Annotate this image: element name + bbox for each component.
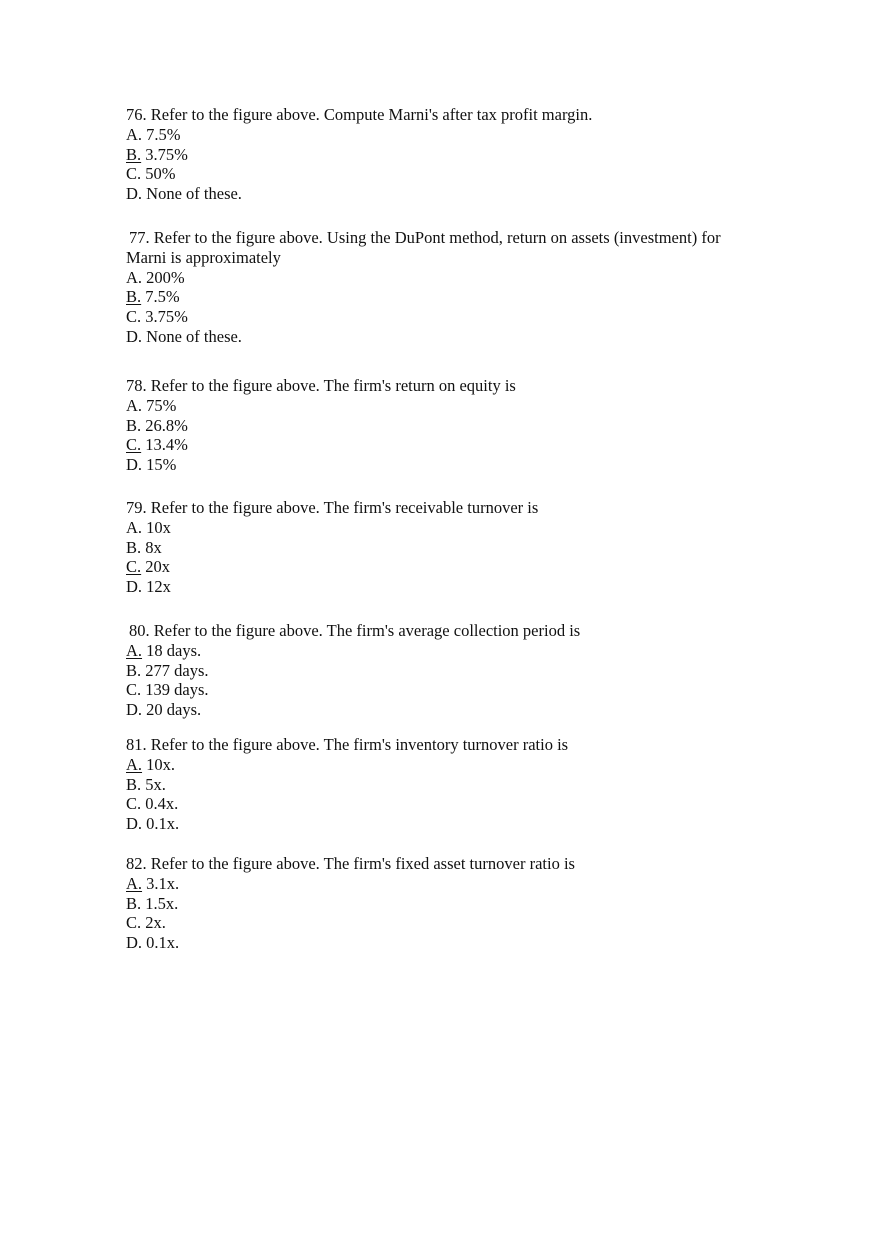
option-d [126,700,766,720]
option-c [126,557,766,577]
option-d [126,455,766,475]
option-b [126,416,766,436]
option-text: 3.75% [141,144,188,164]
option-a [126,874,766,894]
option-letter: A. [126,267,143,287]
option-text: 50% [141,164,176,184]
option-a [126,755,766,775]
option-letter: B. [126,415,142,435]
option-d [126,814,766,834]
option-b [126,775,766,795]
question-78 [126,376,766,475]
option-letter: B. [126,660,142,680]
option-letter: C. [126,307,142,327]
question-81 [126,735,766,834]
option-text: 20x [141,557,171,577]
option-text: 200% [142,267,185,287]
option-c [126,164,766,184]
option-a [126,396,766,416]
option-letter: B. [126,774,142,794]
option-letter: D. [126,184,143,204]
option-letter: A. [126,124,143,144]
option-text: 26.8% [141,415,188,435]
option-letter: D. [126,814,143,834]
option-b [126,661,766,681]
option-c [126,307,766,327]
option-text: 7.5% [142,124,181,144]
option-letter: A. [126,517,143,537]
option-letter: D. [126,700,143,720]
option-c [126,794,766,814]
option-text: 13.4% [141,435,188,455]
option-b [126,894,766,914]
option-d [126,184,766,204]
question-80 [126,621,766,720]
option-text: 3.75% [141,307,188,327]
option-text: 0.1x. [142,933,180,953]
question-stem: 76. Refer to the figure above. Compute Marni's after tax profit margin. [126,105,593,124]
option-text: 0.4x. [141,794,179,814]
option-letter-correct: A. [126,754,143,774]
option-text: 10x [142,517,171,537]
option-letter: C. [126,913,142,933]
option-letter-correct: A. [126,640,143,660]
option-letter: B. [126,893,142,913]
option-letter: D. [126,577,143,597]
option-a [126,125,766,145]
option-letter: B. [126,537,142,557]
option-letter: C. [126,794,142,814]
option-d [126,577,766,597]
option-d [126,327,766,347]
question-82 [126,854,766,953]
option-text: 15% [142,455,177,475]
question-stem: 78. Refer to the figure above. The firm's return on equity is [126,376,516,395]
option-text: 75% [142,395,177,415]
question-stem: 79. Refer to the figure above. The firm's receivable turnover is [126,498,539,517]
option-text: 5x. [141,774,166,794]
option-text: 1.5x. [141,893,179,913]
option-c [126,913,766,933]
option-letter: A. [126,395,143,415]
option-text: 8x [141,537,162,557]
option-a [126,518,766,538]
option-text: 139 days. [141,680,209,700]
option-letter-correct: A. [126,873,143,893]
option-letter: C. [126,164,142,184]
option-a [126,268,766,288]
option-letter: D. [126,455,143,475]
question-stem: 77. Refer to the figure above. Using the DuPont method, return on assets (investment) for [129,228,721,247]
option-text: 20 days. [142,700,202,720]
question-stem: 82. Refer to the figure above. The firm's fixed asset turnover ratio is [126,854,575,873]
option-text: 0.1x. [142,814,180,834]
option-text: 2x. [141,913,166,933]
option-letter-correct: B. [126,287,142,307]
option-text: None of these. [142,326,242,346]
option-text: None of these. [142,184,242,204]
option-letter: C. [126,680,142,700]
question-76 [126,105,766,204]
option-letter-correct: C. [126,557,142,577]
option-text: 3.1x. [142,873,180,893]
question-79 [126,498,766,597]
option-b [126,287,766,307]
option-text: 18 days. [142,640,202,660]
question-stem-continued: Marni is approximately [126,247,281,267]
option-letter: D. [126,933,143,953]
option-c [126,680,766,700]
option-a [126,641,766,661]
option-text: 10x. [142,754,176,774]
option-text: 7.5% [141,287,180,307]
question-stem: 80. Refer to the figure above. The firm's average collection period is [129,621,581,640]
option-letter: D. [126,326,143,346]
question-stem: 81. Refer to the figure above. The firm's inventory turnover ratio is [126,735,569,754]
option-b [126,538,766,558]
option-text: 277 days. [141,660,209,680]
option-letter-correct: B. [126,144,142,164]
option-b [126,145,766,165]
option-d [126,933,766,953]
option-letter-correct: C. [126,435,142,455]
option-c [126,435,766,455]
option-text: 12x [142,577,171,597]
question-77 [126,228,766,347]
